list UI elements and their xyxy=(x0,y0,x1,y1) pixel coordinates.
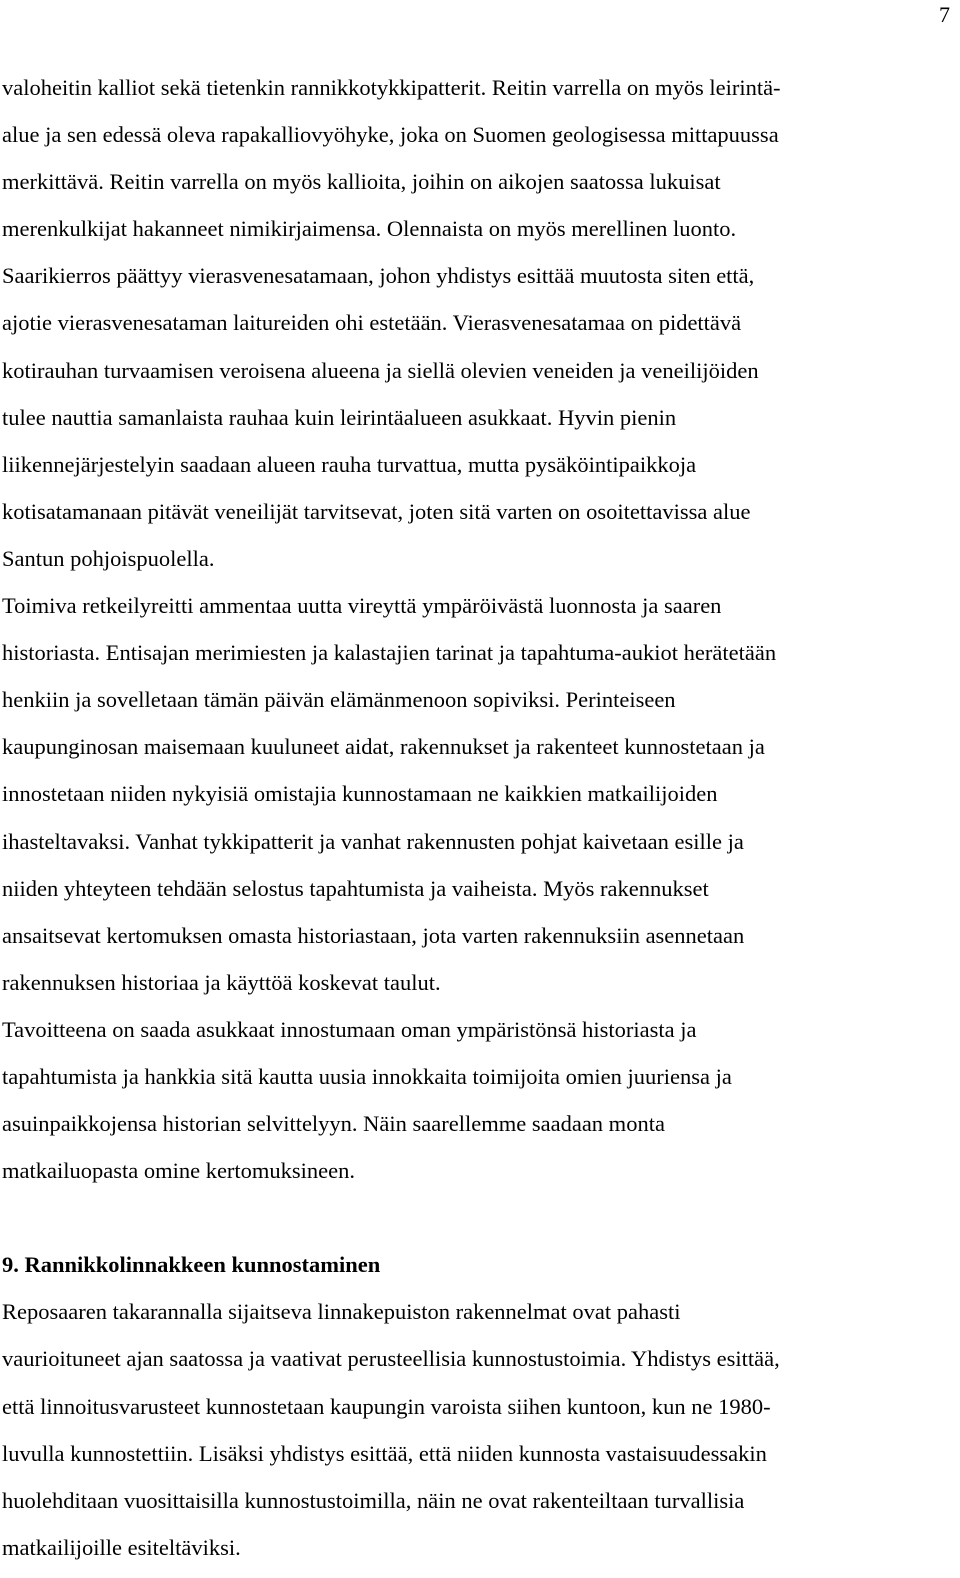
text-line: innostetaan niiden nykyisiä omistajia kunnostamaan ne kaikkien matkailijoiden xyxy=(2,781,718,807)
text-line: vaurioituneet ajan saatossa ja vaativat perusteellisia kunnostustoimia. Yhdistys esittää, xyxy=(2,1346,780,1372)
text-line: ajotie vierasvenesataman laitureiden ohi estetään. Vierasvenesatamaa on pidettävä xyxy=(2,310,742,336)
text-line: tulee nauttia samanlaista rauhaa kuin leirintäalueen asukkaat. Hyvin pienin xyxy=(2,404,677,430)
section-heading: 9. Rannikkolinnakkeen kunnostaminen xyxy=(2,1252,381,1278)
text-line: kotisatamanaan pitävät veneilijät tarvitsevat, joten sitä varten on osoitettavissa alue xyxy=(2,498,751,524)
text-line: Reposaaren takarannalla sijaitseva linnakepuiston rakennelmat ovat pahasti xyxy=(2,1299,681,1325)
paragraph-hiking-trail xyxy=(2,582,952,1006)
paragraph-goal xyxy=(2,1006,952,1194)
text-line: ihasteltavaksi. Vanhat tykkipatterit ja vanhat rakennusten pohjat kaivetaan esille ja xyxy=(2,828,744,854)
text-line: alue ja sen edessä oleva rapakalliovyöhyke, joka on Suomen geologisessa mittapuussa xyxy=(2,122,779,148)
text-line: Tavoitteena on saada asukkaat innostumaan oman ympäristönsä historiasta ja xyxy=(2,1016,697,1042)
page-number: 7 xyxy=(939,2,950,27)
text-line: liikennejärjestelyin saadaan alueen rauha turvattua, mutta pysäköintipaikkoja xyxy=(2,451,697,477)
document-body xyxy=(2,64,952,1571)
text-line: asuinpaikkojensa historian selvittelyyn. Näin saarellemme saadaan monta xyxy=(2,1111,665,1137)
text-line: rakennuksen historiaa ja käyttöä koskevat taulut. xyxy=(2,969,441,995)
text-line: merenkulkijat hakanneet nimikirjaimensa. Olennaista on myös merellinen luonto. xyxy=(2,216,737,242)
text-line: matkailijoille esiteltäviksi. xyxy=(2,1534,241,1560)
text-line: kaupunginosan maisemaan kuuluneet aidat, rakennukset ja rakenteet kunnostetaan ja xyxy=(2,734,765,760)
text-line: Santun pohjoispuolella. xyxy=(2,545,215,571)
text-line: huolehditaan vuosittaisilla kunnostustoimilla, näin ne ovat rakenteiltaan turvallisia xyxy=(2,1487,745,1513)
text-line: merkittävä. Reitin varrella on myös kallioita, joihin on aikojen saatossa lukuisat xyxy=(2,169,721,195)
text-line: matkailuopasta omine kertomuksineen. xyxy=(2,1158,356,1184)
text-line: ansaitsevat kertomuksen omasta historiastaan, jota varten rakennuksiin asennetaan xyxy=(2,922,745,948)
text-line: Saarikierros päättyy vierasvenesatamaan, johon yhdistys esittää muutosta siten että, xyxy=(2,263,755,289)
paragraph-fortress-restoration xyxy=(2,1288,952,1571)
text-line: historiasta. Entisajan merimiesten ja kalastajien tarinat ja tapahtuma-aukiot herätetään xyxy=(2,640,777,666)
text-line: kotirauhan turvaamisen veroisena alueena ja siellä olevien veneiden ja veneilijöiden xyxy=(2,357,759,383)
text-line: niiden yhteyteen tehdään selostus tapahtumista ja vaiheista. Myös rakennukset xyxy=(2,875,709,901)
text-line: Toimiva retkeilyreitti ammentaa uutta vireyttä ympäröivästä luonnosta ja saaren xyxy=(2,593,722,619)
text-line: henkiin ja sovelletaan tämän päivän elämänmenoon sopiviksi. Perinteiseen xyxy=(2,687,676,713)
section-spacer xyxy=(2,1194,952,1241)
text-line: luvulla kunnostettiin. Lisäksi yhdistys esittää, että niiden kunnosta vastaisuudessakin xyxy=(2,1440,767,1466)
text-line: tapahtumista ja hankkia sitä kautta uusia innokkaita toimijoita omien juuriensa ja xyxy=(2,1063,732,1089)
text-line: että linnoitusvarusteet kunnostetaan kaupungin varoista siihen kuntoon, kun ne 1980- xyxy=(2,1393,771,1419)
paragraph-route-description xyxy=(2,64,952,582)
text-line: valoheitin kalliot sekä tietenkin rannikkotykkipatterit. Reitin varrella on myös leirintä- xyxy=(2,75,781,100)
